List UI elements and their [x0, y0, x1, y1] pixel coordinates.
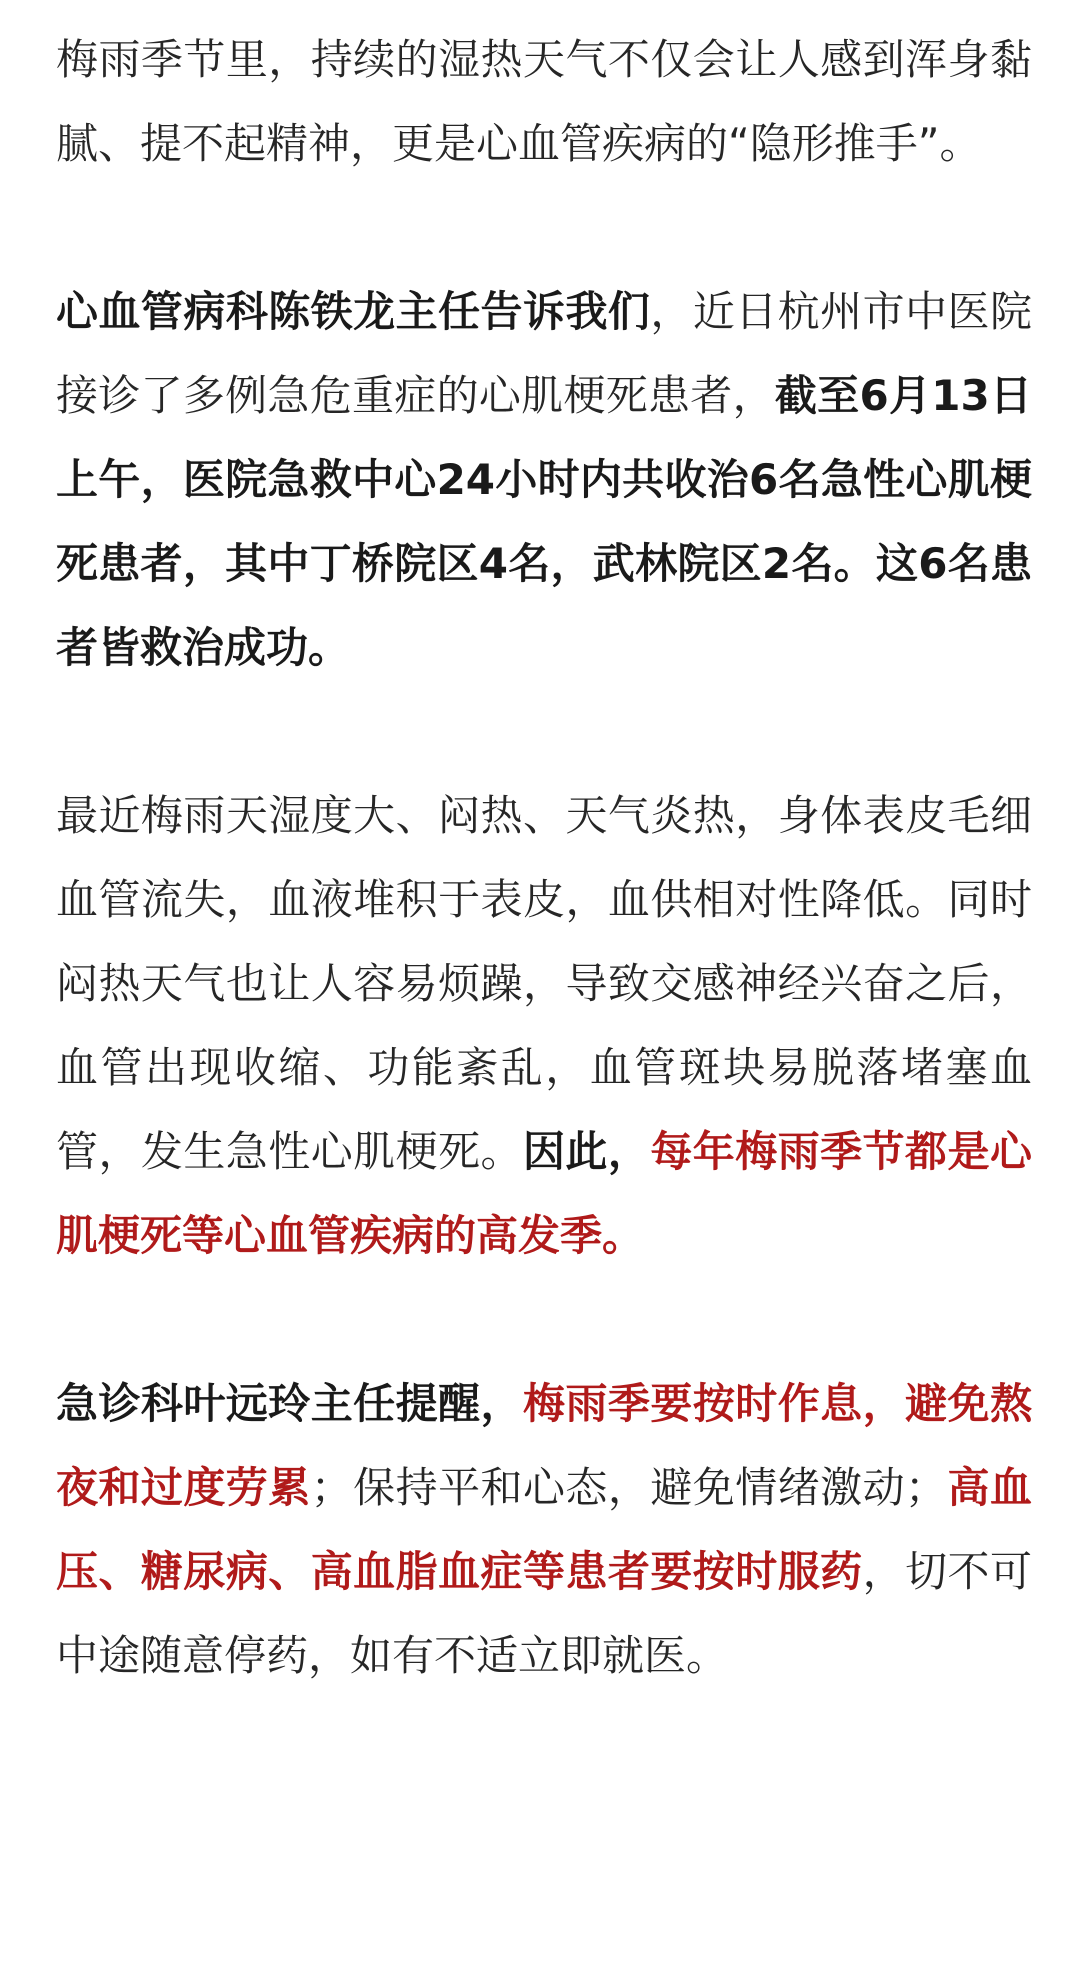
- advice-take-medication: 高血压、糖尿病、高血脂血症等患者要按时服药: [56, 1463, 1032, 1596]
- intro-text: 梅雨季节里，持续的湿热天气不仅会让人感到浑身黏腻、提不起精神，更是心血管疾病的“隐形推手”。: [56, 35, 1032, 168]
- article-body: [56, 18, 1032, 1698]
- advice-seek-doctor: ，切不可中途随意停药，如有不适立即就医。: [56, 1547, 1032, 1680]
- paragraph-intro: [56, 18, 1032, 186]
- paragraph-hospital-report: [56, 270, 1032, 690]
- patient-statistics: 截至6月13日上午，医院急救中心24小时内共收治6名急性心肌梗死患者，其中丁桥院区4名，武林院区2名。这6名患者皆救治成功。: [56, 371, 1032, 672]
- advice-rest-schedule: 梅雨季要按时作息，避免熬夜和过度劳累: [56, 1379, 1032, 1512]
- cause-text: 最近梅雨天湿度大、闷热、天气炎热，身体表皮毛细血管流失，血液堆积于表皮，血供相对性降低。同时闷热天气也让人容易烦躁，导致交感神经兴奋之后，血管出现收缩、功能紊乱，血管斑块易脱落堵塞血管，发生急性心肌梗死。: [56, 791, 1032, 1176]
- advice-calm-mind: ；保持平和心态，避免情绪激动；: [310, 1463, 948, 1512]
- doctor-ye-reminder: 急诊科叶远玲主任提醒，: [56, 1379, 523, 1428]
- doctor-chen-statement: 心血管病科陈铁龙主任告诉我们: [56, 287, 651, 336]
- therefore-label: 因此，: [522, 1127, 651, 1176]
- hospital-report-text: ，近日杭州市中医院接诊了多例急危重症的心肌梗死患者，: [56, 287, 1032, 420]
- high-incidence-season: 每年梅雨季节都是心肌梗死等心血管疾病的高发季。: [56, 1127, 1032, 1260]
- paragraph-cause: [56, 774, 1032, 1278]
- paragraph-advice: [56, 1362, 1032, 1698]
